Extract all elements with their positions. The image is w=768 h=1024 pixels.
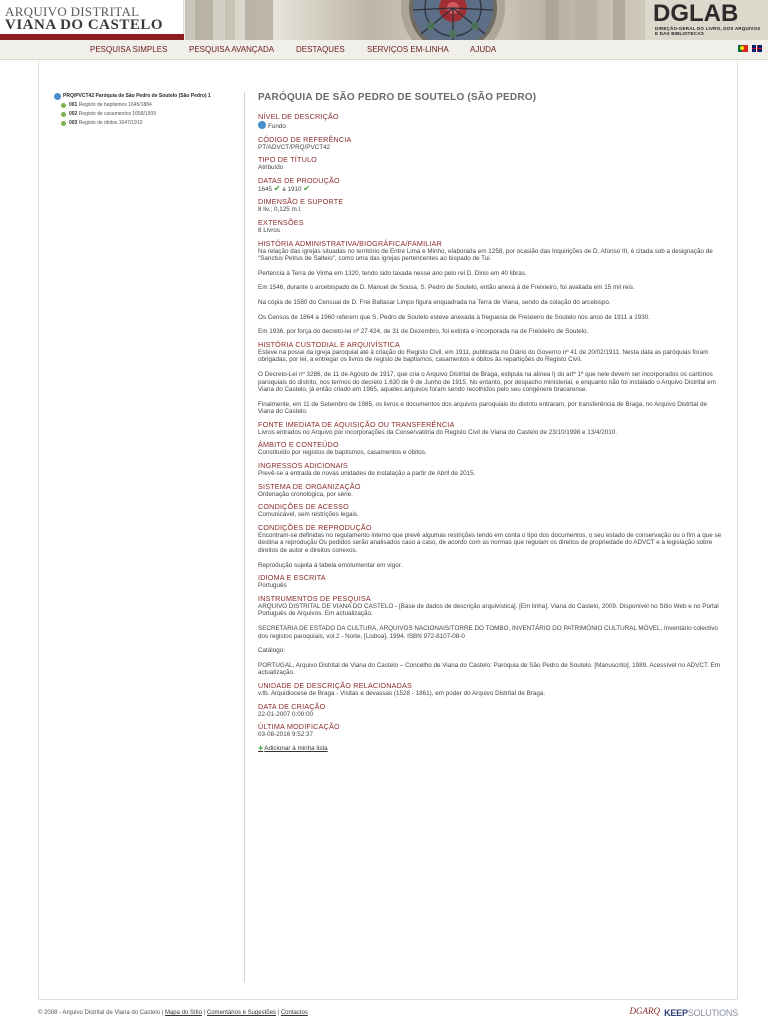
section-label: UNIDADE DE DESCRIÇÃO RELACIONADAS	[258, 680, 412, 690]
section-label: FONTE IMEDIATA DE AQUISIÇÃO OU TRANSFERÊNCIA	[258, 419, 455, 429]
historia-paragraph: Em 1546, durante o arcebispado de D. Manuel de Sousa, S. Pedro de Soutelo, então anexa à de Freixieiro, foi avaliada em 15 mil reis.	[258, 284, 635, 292]
site-footer: © 2008 - Arquivo Distrital de Viana do Castelo | Mapa do Sítio | Comentários e Sugestões | Contactos	[38, 1010, 308, 1016]
section-datas	[258, 176, 724, 194]
section-label: NÍVEL DE DESCRIÇÃO	[258, 112, 339, 121]
extensoes-value: 8 Livros	[258, 226, 281, 234]
section-label: DATAS DE PRODUÇÃO	[258, 175, 340, 185]
footer-link-contactos[interactable]: Contactos	[280, 1010, 308, 1016]
tree-item-label: Registo de baptismos 1645/1884	[78, 102, 152, 108]
section-label: HISTÓRIA CUSTODIAL E ARQUIVÍSTICA	[258, 339, 400, 349]
codigo-value: PT/ADVCT/PRQ/PVCT42	[258, 143, 331, 151]
custodial-paragraph: O Decreto-Lei nº 3286, de 11 de Agosto de 1917, que cria o Arquivo Distrital de Braga, estipula na alínea l) do artº 1º que nele devem ser incorporados os cartórios paroquiais do distrito, nos termos do decreto 1.630 de 9 de Junho de 1915. No entanto, por despacho ministerial, e enquanto não foi instalado o Arquivo Distrital em Viana do Castelo, já então criado em 1965, aqueles arquivos foram sendo recolhidos pelo seu congénere bracarense.	[258, 370, 716, 394]
logo-line2: VIANA DO CASTELO	[5, 17, 164, 33]
section-ambito	[258, 440, 724, 457]
date-start: 1645	[258, 185, 273, 193]
tree-item-label: Registo de óbitos 1647/1910	[78, 120, 143, 126]
section-codigo	[258, 135, 724, 152]
tipo-value: Atribuído	[258, 164, 284, 172]
nav-destaques[interactable]: DESTAQUES	[296, 45, 345, 54]
section-label: DIMENSÃO E SUPORTE	[258, 197, 344, 207]
section-fonte	[258, 420, 724, 437]
custodial-paragraph: Esteve na posse da igreja paroquial até à criação do Registo Civil, em 1911, publicada no Diário do Governo nº 41 de 20/02/1911. Nesta data as paróquias foram obrigadas, por lei, a entregar os livros de registo de baptismos, casamentos e óbitos às repartições do Registo Civil.	[258, 348, 709, 364]
copyright: © 2008 - Arquivo Distrital de Viana do Castelo |	[38, 1010, 164, 1016]
dglab-subtitle: DIREÇÃO-GERAL DO LIVRO, DOS ARQUIVOS E DAS BIBLIOTECAS	[655, 26, 761, 36]
check-icon: ✔	[303, 183, 310, 193]
record-detail	[258, 92, 724, 753]
archive-logo[interactable]	[0, 0, 184, 40]
section-label: CÓDIGO DE REFERÊNCIA	[258, 134, 352, 144]
dglab-title: DGLAB	[653, 0, 739, 27]
column-divider	[244, 92, 245, 982]
hierarchy-tree	[54, 92, 244, 128]
add-to-list-label: Adicionar à minha lista	[264, 744, 328, 752]
section-modificacao	[258, 722, 724, 739]
main-nav	[0, 40, 768, 60]
historia-paragraph: Os Censos de 1864 a 1960 referem que S. Pedro de Soutelo esteve anexada à freguesia de Freixieiro de Soutelo nos anos de 1911 a 1930.	[258, 313, 650, 321]
date-separator: a	[282, 185, 286, 193]
nav-ajuda[interactable]: AJUDA	[470, 45, 497, 54]
section-label: INSTRUMENTOS DE PESQUISA	[258, 593, 371, 603]
ambito-value: Constituído por registos de baptismos, casamentos e óbitos.	[258, 449, 427, 457]
section-label: ÚLTIMA MODIFICAÇÃO	[258, 722, 340, 732]
uk-flag-icon[interactable]	[752, 45, 762, 52]
modificacao-value: 03-08-2016 9:52:37	[258, 731, 313, 739]
nivel-value: Fundo	[268, 123, 286, 130]
section-idioma	[258, 573, 724, 590]
date-end: 1910	[287, 185, 302, 193]
reproducao-paragraph: Reprodução sujeita à tabela emolumentar em vigor.	[258, 561, 403, 569]
tree-item-num: 002	[69, 111, 78, 117]
section-ingressos	[258, 461, 724, 478]
dgarq-logo[interactable]: DGARQ	[629, 1006, 660, 1016]
series-icon	[61, 121, 66, 126]
tree-item-001[interactable]	[54, 101, 244, 110]
historia-paragraph: Na cópia de 1580 do Censual de D. Frei Baltasar Limpo figura enquadrada na Terra de Viana, sendo da colação do arcebispo.	[258, 298, 611, 306]
section-sistema	[258, 482, 724, 499]
site-header	[0, 0, 768, 40]
section-label: INGRESSOS ADICIONAIS	[258, 461, 348, 471]
section-label: DATA DE CRIAÇÃO	[258, 701, 326, 711]
section-unidade	[258, 681, 724, 698]
section-label: IDIOMA E ESCRITA	[258, 573, 326, 583]
portugal-flag-icon[interactable]	[738, 45, 748, 52]
tree-item-003[interactable]	[54, 119, 244, 128]
section-label: CONDIÇÕES DE ACESSO	[258, 502, 349, 512]
language-selector	[734, 45, 762, 63]
custodial-paragraph: Finalmente, em 11 de Setembro de 1985, os livros e documentos dos arquivos paroquiais do distrito entraram, por transferência de Braga, no Arquivo Distrital de Viana do Castelo.	[258, 400, 707, 416]
section-dimensao	[258, 197, 724, 214]
plus-icon: +	[258, 742, 264, 753]
fonte-value: Livros entrados no Arquivo por incorporações da Conservatória do Registo Civil de Viana do Castelo de 23/10/1998 e 13/4/2010.	[258, 428, 618, 436]
section-reproducao	[258, 523, 724, 569]
section-label: TIPO DE TÍTULO	[258, 155, 317, 165]
dimensao-value: 8 liv.; 0,125 m.l.	[258, 206, 302, 214]
series-icon	[61, 112, 66, 117]
section-label: CONDIÇÕES DE REPRODUÇÃO	[258, 522, 372, 532]
unidade-value: v.tb. Arquidiocese de Braga - Visitas e devassas (1528 - 1861), em poder do Arquivo Distrital de Braga.	[258, 689, 546, 697]
dglab-logo[interactable]	[645, 0, 768, 40]
reproducao-paragraph: Encontram-se definidas no regulamento interno que prevê algumas restrições tendo em conta o tipo dos documentos, o seu estado de conservação ou o fim a que se destina a reprodução Os pedidos serão analisados caso a caso, de acordo com as normas que regulam os direitos de propriedade do ADVCT e a legislação sobre direitos de autor e direitos conexos.	[258, 531, 722, 555]
nav-pesquisa-avancada[interactable]: PESQUISA AVANÇADA	[189, 45, 275, 54]
section-custodial	[258, 340, 724, 416]
tree-item-label: Registo de casamentos 1658/1909	[78, 111, 157, 117]
section-label: SISTEMA DE ORGANIZAÇÃO	[258, 481, 361, 491]
section-historia	[258, 239, 724, 336]
section-criacao	[258, 702, 724, 719]
nav-servicos-em-linha[interactable]: SERVIÇOS EM-LINHA	[367, 45, 449, 54]
instrumentos-paragraph: Catálogo:	[258, 647, 285, 655]
logo-line1: ARQUIVO DISTRITAL	[5, 4, 140, 19]
solutions-label: SOLUTIONS	[687, 1008, 738, 1018]
historia-paragraph: Na relação das igrejas situadas no território de Entre Lima e Minho, elaborada em 1258, por ocasião das Inquirições de D. Afonso III, é citada sob a designação de "Sanctus Petrus de Salteio", como uma das igrejas pertencentes ao bispado de Tui.	[258, 247, 713, 263]
keepsolutions-logo[interactable]	[664, 1008, 738, 1018]
nav-pesquisa-simples[interactable]: PESQUISA SIMPLES	[90, 45, 168, 54]
section-label: ÂMBITO E CONTEÚDO	[258, 440, 339, 450]
fundo-icon	[54, 93, 61, 100]
section-nivel	[258, 112, 724, 131]
criacao-value: 22-01-2007 0:00:00	[258, 710, 313, 718]
keep-label: KEEP	[664, 1008, 688, 1018]
record-title: PARÓQUIA DE SÃO PEDRO DE SOUTELO (SÃO PEDRO)	[258, 92, 537, 103]
section-label: EXTENSÕES	[258, 217, 304, 227]
footer-link-mapa[interactable]: Mapa do Sítio	[164, 1010, 202, 1016]
header-banner-image	[185, 0, 645, 40]
section-tipo	[258, 155, 724, 172]
instrumentos-paragraph: ARQUIVO DISTRITAL DE VIANA DO CASTELO - [Base de dados de descrição arquivística]. [Em linha]. Viana do Castelo, 2009. Disponível no Sítio Web e no Portal Português de Arquivos. Em actualização.	[258, 602, 719, 618]
section-acesso	[258, 502, 724, 519]
sistema-value: Ordenação cronológica, por série.	[258, 490, 353, 498]
section-instrumentos	[258, 594, 724, 677]
instrumentos-paragraph: PORTUGAL, Arquivo Distrital de Viana do Castelo – Concelho de Viana do Castelo: Paróquia de São Pedro de Soutelo. [Manuscrito], 1989. Acessível no ADVCT. Em actualização.	[258, 661, 721, 677]
tree-root-label: PRQ/PVCT42 Paróquia de São Pedro de Soutelo (São Pedro) 1	[63, 93, 211, 99]
fundo-icon	[258, 121, 266, 129]
section-label: HISTÓRIA ADMINISTRATIVA/BIOGRÁFICA/FAMILIAR	[258, 238, 443, 248]
acesso-value: Comunicável, sem restrições legais.	[258, 511, 359, 519]
series-icon	[61, 103, 66, 108]
historia-paragraph: Em 1936, por força do decreto-lei nº 27 424, de 31 de Dezembro, foi extinta e incorporada na de Freixieiro de Soutelo.	[258, 328, 589, 336]
idioma-value: Português	[258, 582, 287, 590]
tree-item-002[interactable]	[54, 110, 244, 119]
tree-root[interactable]	[54, 92, 244, 101]
footer-link-comentarios[interactable]: Comentários e Sugestões	[206, 1010, 276, 1016]
section-extensoes	[258, 218, 724, 235]
tree-item-num: 003	[69, 120, 78, 126]
instrumentos-paragraph: SECRETARIA DE ESTADO DA CULTURA, ARQUIVOS NACIONAIS/TORRE DO TOMBO, INVENTÁRIO DO PATRIMÓNIO CULTURAL MÓVEL, Inventário colectivo dos registos paroquiais, vol.2 - Norte, [Lisboa], 1994. ISBN 972-8107-08-0	[258, 625, 718, 640]
ingressos-value: Prevê-se a entrada de novas unidades de instalação a partir de Abril de 2015.	[258, 470, 476, 478]
tree-item-num: 001	[69, 102, 78, 108]
check-icon: ✔	[273, 183, 281, 193]
add-to-list-link[interactable]	[258, 743, 724, 753]
historia-paragraph: Pertencia à Terra de Vinha em 1320, tendo sido taxada nesse ano pelo rei D. Dinis em 40 libras.	[258, 269, 527, 277]
